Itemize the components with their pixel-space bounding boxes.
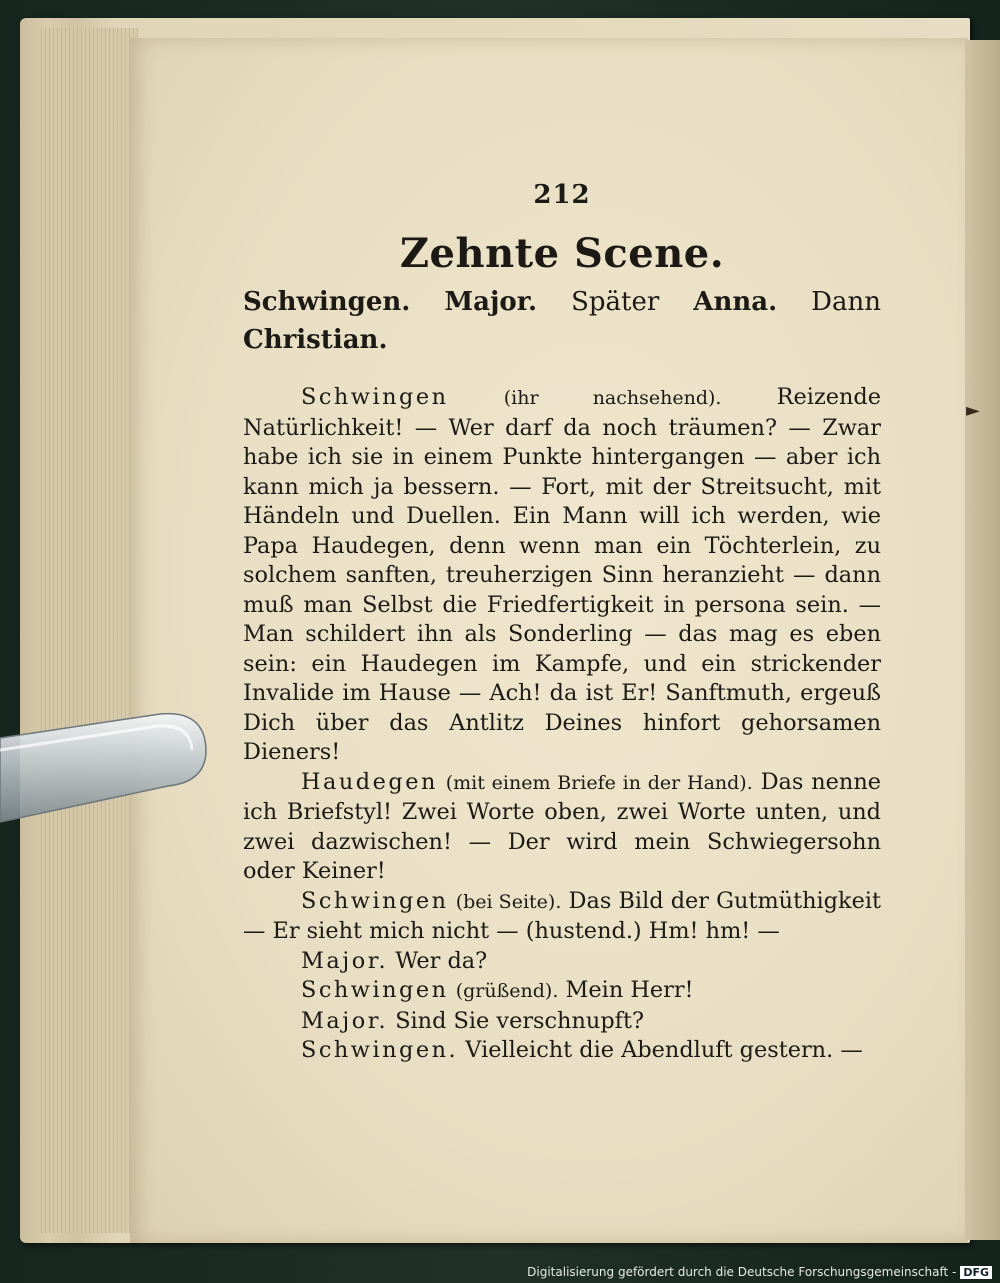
speaker-name: Schwingen. [301,1037,459,1063]
dialogue-paragraph [243,887,881,947]
stage-direction: (ihr nachsehend). [503,387,722,409]
dialogue-text: Vielleicht die Abendluft gestern. — [465,1037,863,1063]
dialogue-line [243,1036,881,1066]
cast-list [243,283,881,359]
dialogue-text: Mein Herr! [565,977,694,1003]
page-text [243,180,881,1066]
cast-name: Christian. [243,325,388,355]
dialogue-text: Das nenne ich Briefstyl! Zwei Worte oben, zwei Worte unten, und zwei dazwischen! — Der wird mein Schwiegersohn oder Keiner! [243,768,882,884]
speaker-name: Schwingen [301,384,449,410]
stage-direction: (mit einem Briefe in der Hand). [445,771,753,794]
dialogue-paragraph [243,383,881,768]
speaker-name: Haudegen [301,768,438,795]
cast-name: Anna. [693,287,778,317]
cast-connector: Dann [811,287,882,317]
dialogue-text: Reizende Natürlichkeit! — Wer darf da noch träumen? — Zwar habe ich sie in einem Punkte hintergangen — aber ich kann mich ja bessern. — Fort, mit der Streitsucht, mit Händeln und Duellen. Ein Mann will ich werden, wie Papa Haudegen, denn wenn man ein Töchterlein, zu solchem sanften, treuherzigen Sinn heranzieht — dann muß man Selbst die Friedfertigkeit in persona sein. — Man schildert ihn als Sonderling — das mag es eben sein: ein Haudegen im Kampfe, und ein strickender Invalide im Hause — Ach! da ist Er! Sanftmuth, ergeuß Dich über das Antlitz Deines hinfort gehorsamen Dieners! [243,384,881,765]
speaker-name: Major. [301,947,389,974]
page-clip [0,710,210,830]
page-number: 212 [533,180,591,210]
book-cover-edge [965,40,1000,1240]
dialogue-line [243,947,881,977]
dialogue-text: Sind Sie verschnupft? [395,1007,644,1034]
scene-title: Zehnte Scene. [399,230,725,277]
dialogue-text: Das Bild der Gutmüthigkeit — Er sieht mich nicht — (hustend.) Hm! hm! — [243,887,881,944]
dialogue-text: Wer da? [395,947,488,974]
margin-arrow-icon: ► [966,400,980,421]
dialogue-paragraph [243,768,881,887]
cast-name: Major. [444,287,538,317]
page-edges [38,28,138,1233]
digitization-credit [527,1265,992,1279]
speaker-name: Major. [301,1007,389,1034]
speaker-name: Schwingen [301,887,449,914]
cast-name: Schwingen. [243,287,411,317]
credit-text: Digitalisierung gefördert durch die Deutsche Forschungsgemeinschaft - [527,1265,957,1279]
speaker-name: Schwingen [301,977,449,1003]
cast-connector: Später [571,287,660,317]
stage-direction: (bei Seite). [455,890,562,913]
dialogue-line [243,1007,881,1037]
dialogue-line [243,976,881,1007]
stage-direction: (grüßend). [455,980,559,1002]
dfg-logo: DFG [960,1266,992,1279]
